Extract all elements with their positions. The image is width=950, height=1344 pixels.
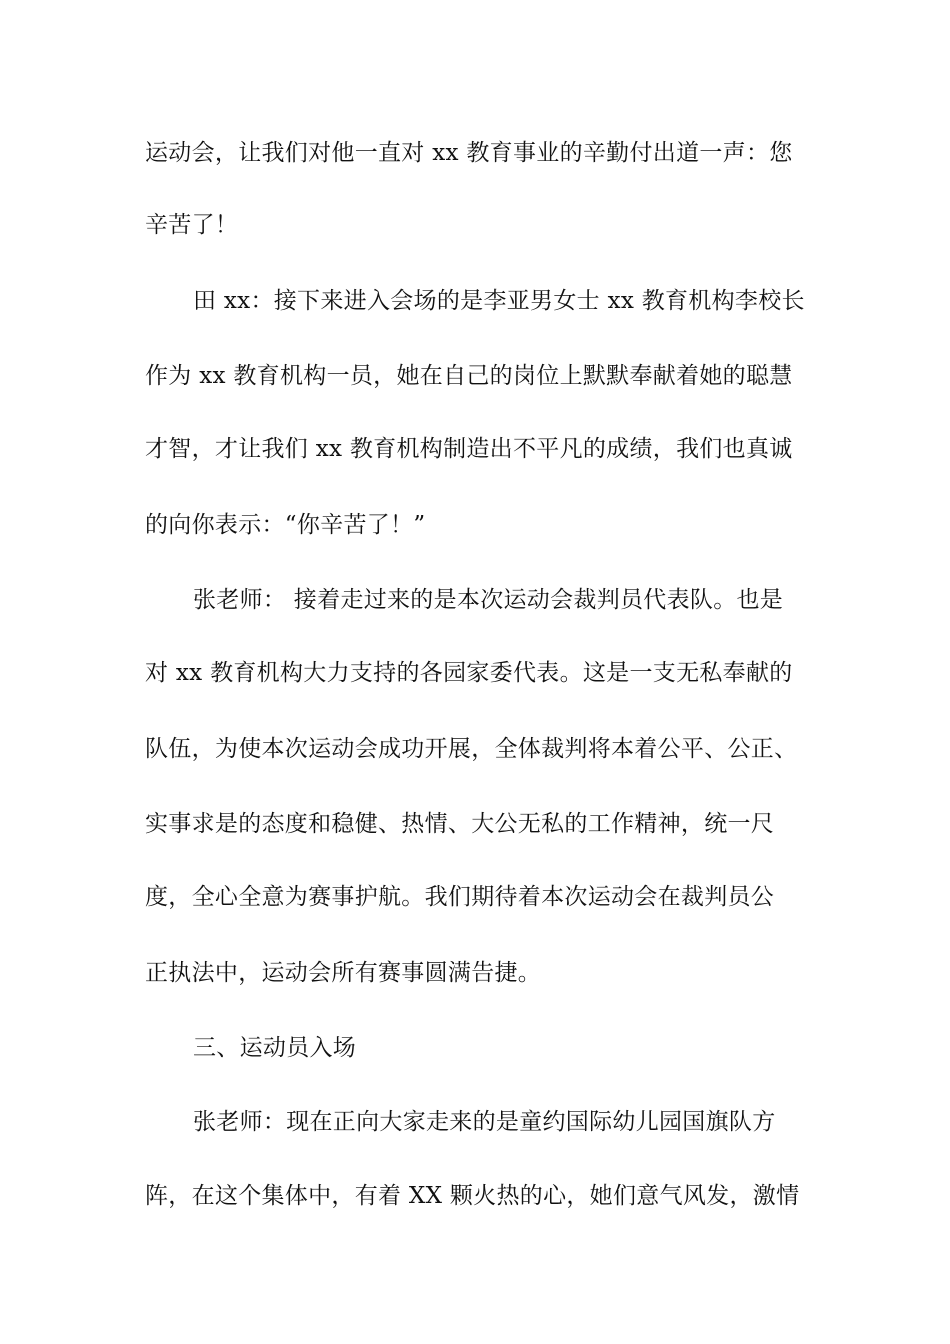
text-line: 队伍，为使本次运动会成功开展，全体裁判将本着公平、公正、 — [145, 736, 798, 762]
text-line: 作为 xx 教育机构一员，她在自己的岗位上默默奉献着她的聪慧 — [145, 363, 793, 389]
text-line: 才智，才让我们 xx 教育机构制造出不平凡的成绩，我们也真诚 — [145, 436, 793, 462]
text-line: 实事求是的态度和稳健、热情、大公无私的工作精神，统一尺 — [145, 811, 775, 837]
section-heading: 三、运动员入场 — [193, 1035, 357, 1061]
text-line: 运动会，让我们对他一直对 xx 教育事业的辛勤付出道一声：您 — [145, 140, 793, 166]
text-line: 的向你表示：“你辛苦了！” — [145, 512, 426, 538]
text-line: 正执法中，运动会所有赛事圆满告捷。 — [145, 960, 542, 986]
text-line: 阵，在这个集体中，有着 XX 颗火热的心，她们意气风发，激情 — [145, 1183, 800, 1209]
text-line: 度，全心全意为赛事护航。我们期待着本次运动会在裁判员公 — [145, 884, 775, 910]
text-line: 对 xx 教育机构大力支持的各园家委代表。这是一支无私奉献的 — [145, 660, 793, 686]
paragraph-start-line: 张老师：现在正向大家走来的是童约国际幼儿园国旗队方 — [193, 1109, 776, 1135]
paragraph-start-line: 田 xx：接下来进入会场的是李亚男女士 xx 教育机构李校长 — [193, 288, 805, 314]
text-line: 辛苦了！ — [145, 212, 239, 238]
paragraph-start-line: 张老师： 接着走过来的是本次运动会裁判员代表队。也是 — [193, 587, 784, 613]
